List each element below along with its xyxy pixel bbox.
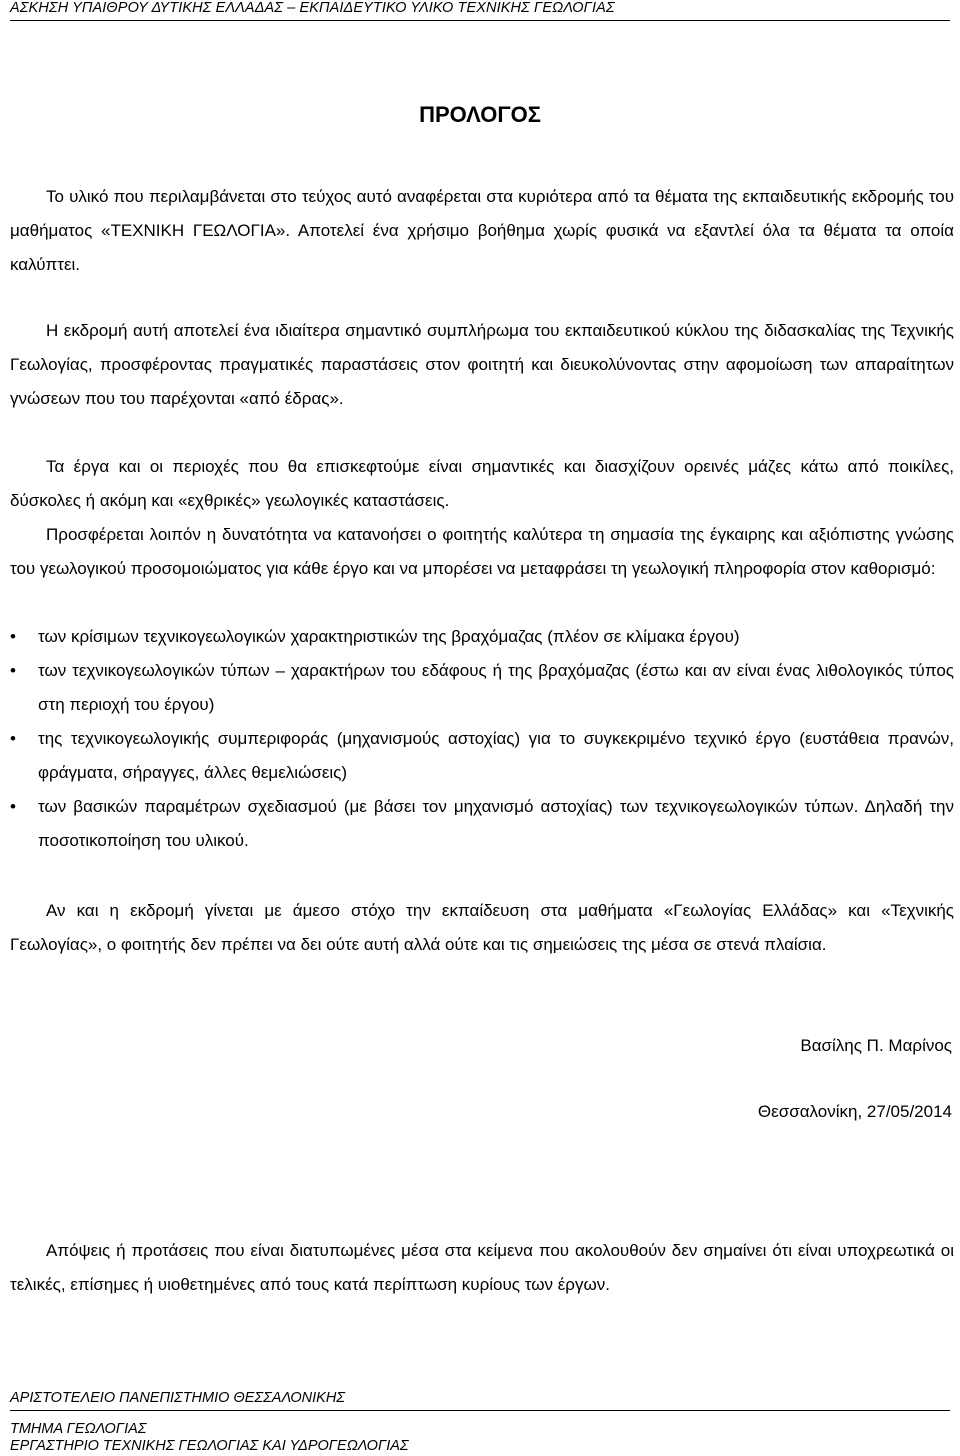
bullet-icon: • — [10, 661, 16, 680]
bullet-list — [10, 620, 954, 858]
footer-university: ΑΡΙΣΤΟΤΕΛΕΙΟ ΠΑΝΕΠΙΣΤΗΜΙΟ ΘΕΣΣΑΛΟΝΙΚΗΣ — [10, 1390, 345, 1406]
page-header — [0, 0, 960, 40]
signature-name: Βασίλης Π. Μαρίνος — [800, 1036, 952, 1055]
paragraph-works: Τα έργα και οι περιοχές που θα επισκεφτούμε είναι σημαντικές και διασχίζουν ορεινές μάζες κάτω από ποικίλες, δύσκολες ή ακόμη και «εχθρικές» γεωλογικές καταστάσεις. — [10, 457, 954, 510]
bullet-icon: • — [10, 729, 16, 748]
paragraph-excursion: Η εκδρομή αυτή αποτελεί ένα ιδιαίτερα σημαντικό συμπλήρωμα του εκπαιδευτικού κύκλου της διδασκαλίας της Τεχνικής Γεωλογίας, προσφέροντας πραγματικές παραστάσεις στον φοιτητή και διευκολύνοντας στην αφομοίωση των απαραίτητων γνώσεων που του παρέχονται «από έδρας». — [10, 321, 954, 408]
list-item — [10, 722, 954, 790]
paragraph-disclaimer: Απόψεις ή προτάσεις που είναι διατυπωμένες μέσα στα κείμενα που ακολουθούν δεν σημαίνει ότι είναι υποχρεωτικά οι τελικές, επίσημες ή υιοθετημένες από τους κατά περίπτωση κυρίους των έργων. — [10, 1241, 954, 1294]
footer-department: ΤΜΗΜΑ ΓΕΩΛΟΓΙΑΣ — [10, 1421, 147, 1437]
list-item — [10, 620, 954, 654]
paragraph-intro: Το υλικό που περιλαμβάνεται στο τεύχος αυτό αναφέρεται στα κυριότερα από τα θέματα της εκπαιδευτικής εκδρομής του μαθήματος «ΤΕΧΝΙΚΗ ΓΕΩΛΟΓΙΑ». Αποτελεί ένα χρήσιμο βοήθημα χωρίς φυσικά να εξαντλεί όλα τα θέματα τα οποία καλύπτει. — [10, 187, 954, 274]
list-item-text: των κρίσιμων τεχνικογεωλογικών χαρακτηριστικών της βραχόμαζας (πλέον σε κλίμακα έργου) — [38, 627, 740, 646]
page-title: ΠΡΟΛΟΓΟΣ — [419, 102, 541, 127]
paragraph-opportunity: Προσφέρεται λοιπόν η δυνατότητα να κατανοήσει ο φοιτητής καλύτερα τη σημασία της έγκαιρης και αξιόπιστης γνώσης του γεωλογικού προσομοιώματος για κάθε έργο και να μπορέσει να μεταφράσει τη γεωλογική πληροφορία στον καθορισμό: — [10, 525, 954, 578]
list-item-text: της τεχνικογεωλογικής συμπεριφοράς (μηχανισμούς αστοχίας) για το συγκεκριμένο τεχνικό έργο (ευστάθεια πρανών, φράγματα, σήραγγες, άλλες θεμελιώσεις) — [38, 729, 954, 782]
bullet-icon: • — [10, 797, 16, 816]
paragraph-scope: Αν και η εκδρομή γίνεται με άμεσο στόχο την εκπαίδευση στα μαθήματα «Γεωλογίας Ελλάδας» και «Τεχνικής Γεωλογίας», ο φοιτητής δεν πρέπει να δει ούτε αυτή αλλά ούτε και τις σημειώσεις της μέσα σε στενά πλαίσια. — [10, 901, 954, 954]
footer-lab: ΕΡΓΑΣΤΗΡΙΟ ΤΕΧΝΙΚΗΣ ΓΕΩΛΟΓΙΑΣ ΚΑΙ ΥΔΡΟΓΕΩΛΟΓΙΑΣ — [10, 1438, 409, 1454]
list-item-text: των βασικών παραμέτρων σχεδιασμού (με βάσει τον μηχανισμό αστοχίας) των τεχνικογεωλογικών τύπων. Δηλαδή την ποσοτικοποίηση του υλικού. — [38, 797, 954, 850]
footer-divider — [10, 1410, 950, 1411]
header-divider — [10, 20, 950, 21]
list-item — [10, 654, 954, 722]
bullet-icon: • — [10, 627, 16, 646]
list-item — [10, 790, 954, 858]
header-title: ΑΣΚΗΣΗ ΥΠΑΙΘΡΟΥ ΔΥΤΙΚΗΣ ΕΛΛΑΔΑΣ – ΕΚΠΑΙΔΕΥΤΙΚΟ ΥΛΙΚΟ ΤΕΧΝΙΚΗΣ ΓΕΩΛΟΓΙΑΣ — [10, 0, 615, 16]
list-item-text: των τεχνικογεωλογικών τύπων – χαρακτήρων του εδάφους ή της βραχόμαζας (έστω και αν είναι ένας λιθολογικός τύπος στη περιοχή του έργου) — [38, 661, 954, 714]
signature-place-date: Θεσσαλονίκη, 27/05/2014 — [757, 1102, 952, 1121]
